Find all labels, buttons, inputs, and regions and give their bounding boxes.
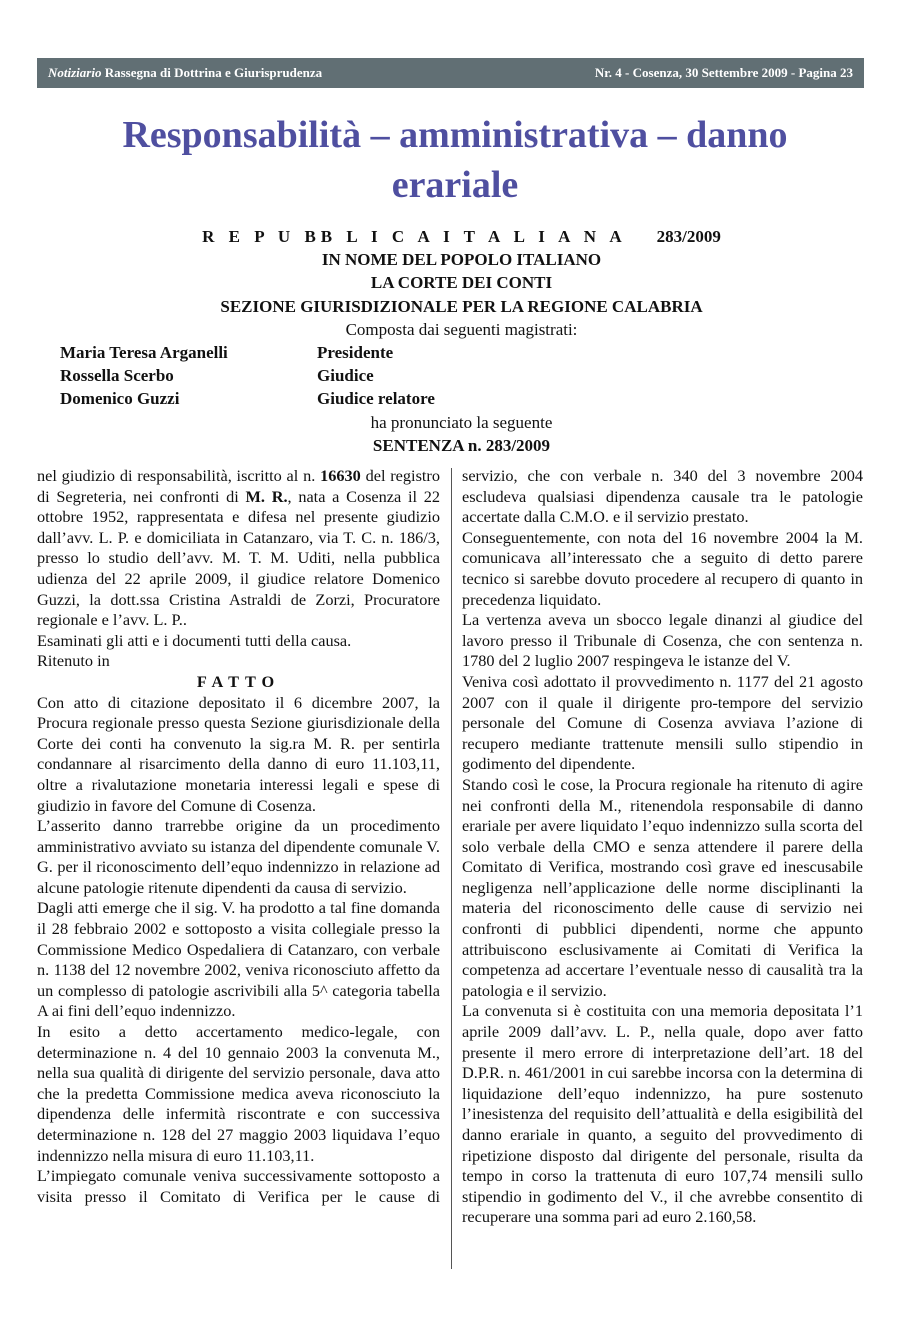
paragraph: La vertenza aveva un sbocco legale dinanzi al giudice del lavoro presso il Tribunale di Cosenza, che con sentenza n. 1780 del 2 luglio 2007 respingeva le istanze del V. (462, 610, 863, 671)
article-title: Responsabilità – amministrativa – danno erariale (122, 114, 788, 206)
text-span: del registro di Segreteria, nei confronti di (37, 466, 440, 506)
judge-name: Maria Teresa Arganelli (60, 343, 228, 362)
paragraph: servizio, che con verbale n. 340 del 3 novembre 2004 escludeva qualsiasi dipendenza causale tra le patologie accertate dalla C.M.O. e il servizio prestato. (462, 466, 863, 527)
composed-line: Composta dai seguenti magistrati: (345, 319, 578, 339)
paragraph (37, 466, 440, 631)
registry-number: 16630 (320, 466, 361, 485)
judge-role: Presidente (317, 343, 394, 362)
issue-info: Nr. 4 - Cosenza, 30 Settembre 2009 - Pagina 23 (594, 65, 853, 80)
paragraph: Ritenuto in (37, 651, 110, 671)
judge-name: Domenico Guzzi (60, 389, 180, 409)
page-header (37, 58, 864, 88)
paragraph: L’asserito danno trarrebbe origine da un procedimento amministrativo avviato su istanza del dipendente comunale V. G. per il riconoscimento dell’equo indennizzo in relazione ad alcune patologie ritenute dipendenti da causa di servizio. (37, 816, 440, 897)
text-span: nel giudizio di responsabilità, iscritto al n. (37, 466, 321, 485)
republic-line (0, 225, 923, 248)
column-divider (451, 468, 452, 1269)
judge-row (60, 364, 435, 387)
judge-row (60, 387, 435, 410)
journal-name (48, 65, 322, 81)
paragraph: Con atto di citazione depositato il 6 dicembre 2007, la Procura regionale presso questa Sezione giurisdizionale della Corte dei conti ha convenuto la sig.ra M. R. per sentirla condannare al risarcimento della danno di euro 11.103,11, oltre a rivalutazione monetaria interessi legali e spese di giudizio in favore del Comune di Cosenza. (37, 692, 440, 815)
paragraph: Dagli atti emerge che il sig. V. ha prodotto a tal fine domanda il 28 febbraio 2002 e sottoposto a visita collegiale presso la Commissione Medico Ospedaliera di Catanzaro, con verbale n. 1138 del 12 novembre 2002, veniva riconosciuto affetto da un complesso di patologie ascrivibili alla 5^ categoria tabella A ai fini dell’equo indennizzo. (37, 898, 440, 1021)
pronounced-line: ha pronunciato la seguente (370, 413, 553, 432)
judge-role: Giudice relatore (317, 389, 435, 409)
judge-role: Giudice (317, 366, 374, 386)
paragraph: Stando così le cose, la Procura regionale ha ritenuto di agire nei confronti della M., ritenendola responsabile di danno erariale per avere liquidato l’equo indennizzo sulla scorta del solo verbale della CMO e senza attendere il parere della Comitato di Verifica, mostrando così grave ed inescusabile negligenza nell’applicazione delle norme disciplinanti la materia del riconoscimento delle cause di servizio nei confronti di pubblici dipendenti, norme che appunto attribuiscono esclusivamente ai Comitati di Verifica la competenza ad accertare l’eventuale nesso di causalità tra la patologia e il servizio. (462, 774, 863, 1000)
paragraph: Conseguentemente, con nota del 16 novembre 2004 la M. comunicava all’interessato che a seguito di detto parere tecnico si sarebbe dovuto procedere al recupero di quanto in precedenza liquidato. (462, 527, 863, 609)
paragraph: In esito a detto accertamento medico-legale, con determinazione n. 4 del 10 gennaio 2003 la convenuta M., nella sua qualità di dirigente del servizio personale, dava atto che la predetta Commissione medica aveva riconosciuto la dipendenza delle infermità riscontrate e con successiva determinazione n. 128 del 27 maggio 2003 liquidava l’equo indennizzo nella misura di euro 11.103,11. (37, 1022, 440, 1165)
journal-title: Notiziario (48, 65, 102, 80)
republic-label: R E P U BB L I C A I T A L I A N A (202, 227, 627, 246)
judge-row (60, 341, 435, 364)
sentence-heading (0, 411, 923, 457)
paragraph: Esaminati gli atti e i documenti tutti della causa. (37, 630, 352, 650)
paragraph: La convenuta si è costituita con una memoria depositata l’1 aprile 2009 dall’avv. L. P., nella quale, dopo aver fatto presente il mero errore di interpretazione dell’art. 18 del D.P.R. n. 461/2001 in cui sarebbe incorsa con la determina di liquidazione dell’equo indennizzo, ha pure sostenuto l’inesistenza del requisito dell’attualità e della esigibilità del danno erariale in quanto, a seguito del provvedimento di ripetizione disposto dal dirigente del personale, risulta da tempo in corso la trattenuta di euro 107,74 mensili sullo stipendio in godimento del V., il che avrebbe consentito di recuperare una somma pari ad euro 2.160,58. (462, 1001, 863, 1227)
text-span: , nata a Cosenza il 22 ottobre 1952, rappresentata e difesa nel presente giudizio dall’avv. L. P. e domiciliata in Catanzaro, via T. C. n. 186/3, presso lo studio dell’avv. M. T. M. Uditi, nella pubblica udienza del 22 aprile 2009, il giudice relatore Domenico Guzzi, la dott.ssa Cristina Astraldi de Zorzi, Procuratore regionale e l’avv. L. P.. (37, 486, 441, 630)
paragraph: Veniva così adottato il provvedimento n. 1177 del 21 agosto 2007 con il quale il dirigente pro-tempore del servizio personale del Comune di Cosenza avviava l’azione di recupero mediante trattenute mensili sullo stipendio in godimento del dipendente. (462, 671, 863, 774)
judge-name: Rossella Scerbo (60, 366, 174, 386)
section-line: SEZIONE GIURISDIZIONALE PER LA REGIONE CALABRIA (220, 296, 703, 316)
judges-list (60, 341, 435, 411)
sentence-title: SENTENZA n. 283/2009 (372, 436, 551, 456)
section-heading: FATTO (196, 671, 281, 691)
court-line: LA CORTE DEI CONTI (370, 273, 553, 293)
judgment-number: 283/2009 (656, 227, 721, 246)
right-column (462, 466, 863, 1228)
paragraph: L’impiegato comunale veniva successivamente sottoposto a visita presso il Comitato di Verifica per le cause di (37, 1166, 440, 1206)
people-line: IN NOME DEL POPOLO ITALIANO (321, 250, 602, 270)
defendant-name: M. R. (245, 486, 288, 506)
journal-subtitle: Rassegna di Dottrina e Giurisprudenza (104, 65, 323, 80)
judgment-heading (0, 225, 923, 341)
left-column (37, 466, 440, 1207)
